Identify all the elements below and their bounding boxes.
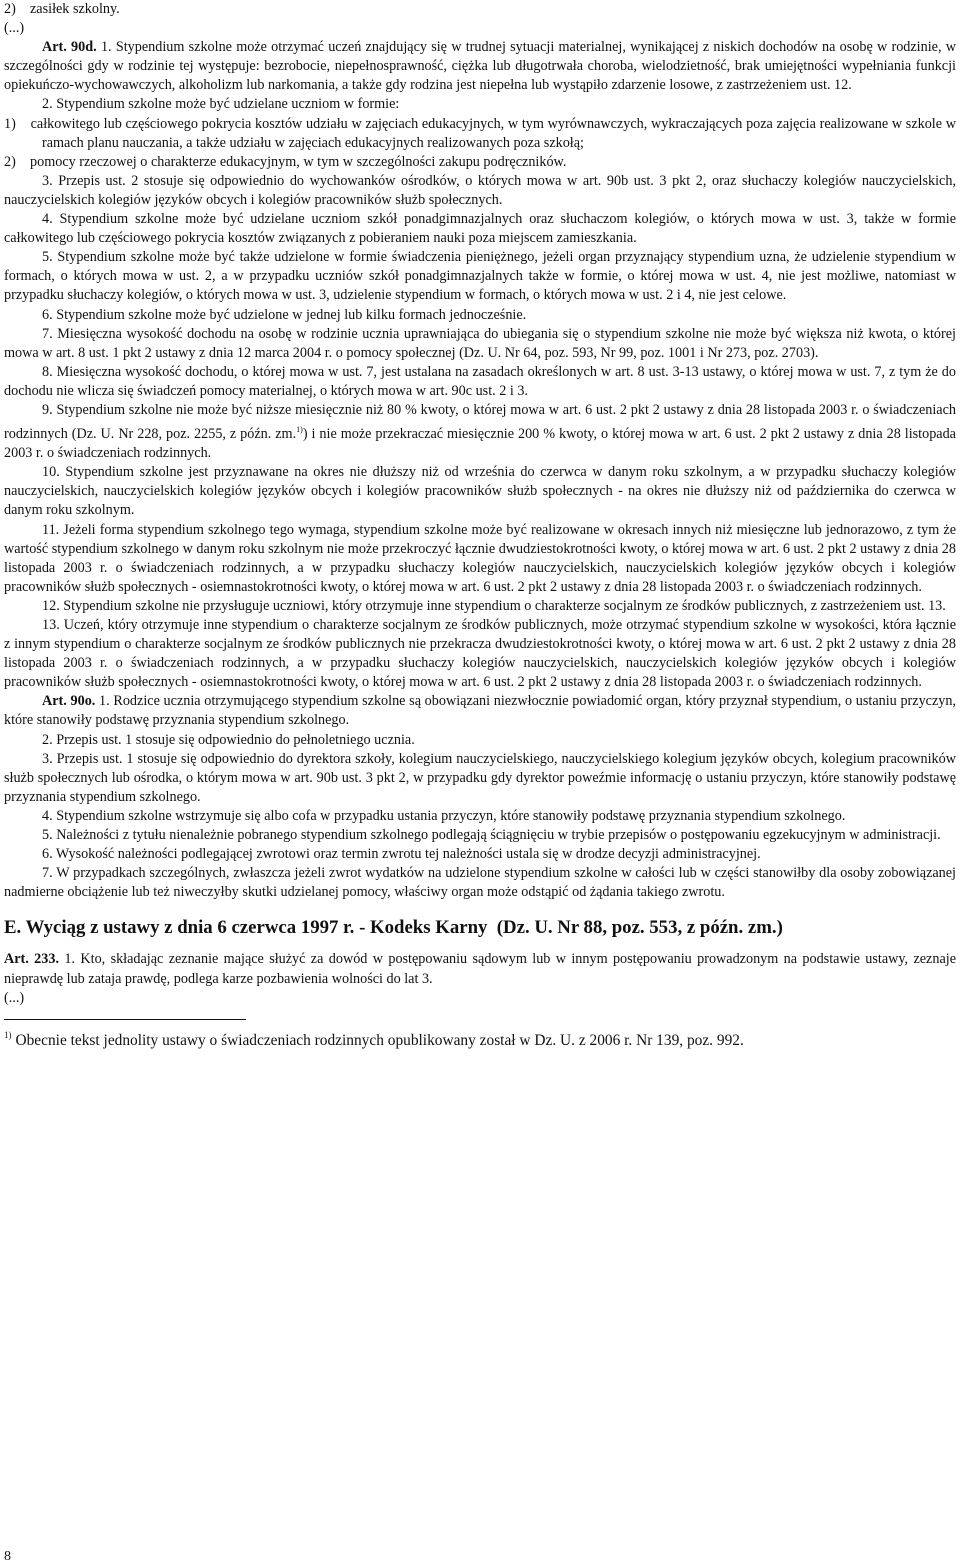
section-e-heading: E. Wyciąg z ustawy z dnia 6 czerwca 1997 r. - Kodeks Karny (Dz. U. Nr 88, poz. 553, z późn. zm.) bbox=[4, 917, 783, 939]
art-90o-ust-6: 6. Wysokość należności podlegającej zwrotowi oraz termin zwrotu tej należności ustala się w drodze decyzji administracyjnej. bbox=[42, 846, 761, 863]
art-90o-ust-3: 3. Przepis ust. 1 stosuje się odpowiednio do dyrektora szkoły, kolegium nauczycielskiego, nauczycielskiego kolegium języków obcych, kolegium pracowników służb społecznych lub ośrodka, o którym mowa w art. 90b ust. 3 pkt 2, w przypadku gdy dyrektor poweźmie informację o ustaniu przyczyn, które stanowiły podstawę przyznania stypendium szkolnego. bbox=[4, 750, 956, 805]
art-90d-ust-4: 4. Stypendium szkolne może być udzielane uczniom szkół ponadgimnazjalnych oraz słuchaczom kolegiów, o których mowa w ust. 3, także w formie całkowitego lub częściowego pokrycia kosztów związanych z pobieraniem nauki poza miejscem zamieszkania. bbox=[4, 211, 956, 247]
list-item-zasilek: 2) zasiłek szkolny. bbox=[4, 1, 120, 17]
paragraph-text: 9. Stypendium szkolne nie może być niższe miesięcznie niż 80 % kwoty, o której mowa w art. 6 ust. 2 pkt 2 ustawy z dnia 28 listopada 2003 r. o świadczeniach rodzinnych (Dz. U. Nr 228, poz. 2255, z późn. zm. bbox=[4, 401, 956, 443]
art-90d-ust-2: 2. Stypendium szkolne może być udzielane uczniom w formie: bbox=[42, 96, 400, 113]
art-90d-ust-12: 12. Stypendium szkolne nie przysługuje uczniowi, który otrzymuje inne stypendium o charakterze socjalnym ze środków publicznych, z zastrzeżeniem ust. 13. bbox=[42, 597, 946, 614]
art-233 bbox=[4, 950, 956, 988]
art-90d-ust-10: 10. Stypendium szkolne jest przyznawane na okres nie dłuższy niż od września do czerwca w danym roku szkolnym, a w przypadku słuchaczy kolegiów nauczycielskich, nauczycielskich kolegiów języków obcych i kolegiów pracowników służb społecznych - na okres nie dłuższy niż od października do czerwca w danym roku szkolnym. bbox=[4, 464, 956, 519]
page-number: 8 bbox=[4, 1549, 11, 1564]
ellipsis: (...) bbox=[4, 20, 25, 37]
art-90o-ust-7: 7. W przypadkach szczególnych, zwłaszcza jeżeli zwrot wydatków na udzielone stypendium szkolne w całości lub w części stanowiłby dla osoby zobowiązanej nadmierne obciążenie lub też niweczyłby skutki udzielanej pomocy, właściwy organ może odstąpić od żądania takiego zwrotu. bbox=[4, 865, 956, 901]
paragraph-text: ) i nie może przekraczać miesięcznie 200 % kwoty, o której mowa w art. 6 ust. 2 pkt 2 ustawy z dnia 28 listopada 2003 r. o świadczeniach rodzinnych. bbox=[4, 426, 956, 462]
art-90d-ust-1 bbox=[4, 38, 956, 95]
art-90d-ust-2-item-2: 2) pomocy rzeczowej o charakterze edukacyjnym, w tym w szczególności zakupu podręczników. bbox=[4, 153, 567, 170]
footnote-reference[interactable]: 1) bbox=[296, 425, 303, 435]
document-page bbox=[4, 0, 960, 1051]
art-90o-ust-5: 5. Należności z tytułu nienależnie pobranego stypendium szkolnego podlegają ściągnięciu w trybie przepisów o postępowaniu egzekucyjnym w administracji. bbox=[42, 827, 941, 844]
art-label: Art. 90d. bbox=[42, 39, 97, 56]
art-90d-ust-6: 6. Stypendium szkolne może być udzielone w jednej lub kilku formach jednocześnie. bbox=[42, 306, 527, 323]
paragraph-text: 1. Rodzice ucznia otrzymującego stypendium szkolne są obowiązani niezwłocznie powiadomić organ, który przyznał stypendium, o ustaniu przyczyn, które stanowiły podstawę przyznania stypendium szkolnego. bbox=[4, 693, 956, 729]
art-90o-ust-1 bbox=[4, 692, 956, 730]
art-label: Art. 233. bbox=[4, 951, 60, 968]
art-90d-ust-8: 8. Miesięczna wysokość dochodu, o której mowa w ust. 7, jest ustalana na zasadach określonych w art. 8 ust. 3-13 ustawy, o której mowa w ust. 7, z tym że do dochodu nie wlicza się świadczeń pomocy materialnej, o których mowa w art. 90c ust. 2 i 3. bbox=[4, 363, 956, 399]
art-90d-ust-9 bbox=[4, 401, 956, 463]
art-90d-ust-3: 3. Przepis ust. 2 stosuje się odpowiednio do wychowanków ośrodków, o których mowa w art. 90b ust. 3 pkt 2, oraz słuchaczy kolegiów nauczycielskich, nauczycielskich kolegiów języków obcych i kolegiów pracowników służb społecznych. bbox=[4, 172, 956, 208]
art-90d-ust-2-item-1: 1) całkowitego lub częściowego pokrycia kosztów udziału w zajęciach edukacyjnych, w tym wyrównawczych, wykraczających poza zajęcia realizowane w szkole w ramach planu nauczania, a także udziału w zajęciach edukacyjnych realizowanych poza szkołą; bbox=[4, 115, 960, 151]
footnote-separator bbox=[4, 1019, 246, 1020]
ellipsis: (...) bbox=[4, 989, 25, 1006]
art-label: Art. 90o. bbox=[42, 693, 96, 710]
paragraph-text: 1. Kto, składając zeznanie mające służyć za dowód w postępowaniu sądowym lub w innym postępowaniu prowadzonym na podstawie ustawy, zeznaje nieprawdę lub zataja prawdę, podlega karze pozbawienia wolności do lat 3. bbox=[4, 951, 956, 987]
art-90o-ust-2: 2. Przepis ust. 1 stosuje się odpowiednio do pełnoletniego ucznia. bbox=[42, 731, 415, 748]
art-90d-ust-13: 13. Uczeń, który otrzymuje inne stypendium o charakterze socjalnym ze środków publicznych, może otrzymać stypendium szkolne w wysokości, która łącznie z innym stypendium o charakterze socjalnym ze środków publicznych nie przekracza dwudziestokrotności kwoty, o której mowa w art. 6 ust. 2 pkt 2 ustawy z dnia 28 listopada 2003 r. o świadczeniach rodzinnych, a w przypadku słuchaczy kolegiów nauczycielskich, nauczycielskich kolegiów języków obcych i kolegiów pracowników służb społecznych - osiemnastokrotności kwoty, o której mowa w art. 6 ust. 2 pkt 2 ustawy z dnia 28 listopada 2003 r. o świadczeniach rodzinnych. bbox=[4, 617, 956, 691]
footnote bbox=[4, 1025, 956, 1051]
footnote-marker: 1) bbox=[4, 1029, 12, 1040]
paragraph-text: 1. Stypendium szkolne może otrzymać uczeń znajdujący się w trudnej sytuacji materialnej, wynikającej z niskich dochodów na osobę w rodzinie, w szczególności gdy w rodzinie tej występuje: bezrobocie, niepełnosprawność, ciężka lub długotrwała choroba, wielodzietność, brak umiejętności wypełniania funkcji opiekuńczo-wychowawczych, alkoholizm lub narkomania, a także gdy rodzina jest niepełna lub wystąpiło zdarzenie losowe, z zastrzeżeniem ust. 12. bbox=[4, 39, 956, 94]
art-90d-ust-7: 7. Miesięczna wysokość dochodu na osobę w rodzinie ucznia uprawniająca do ubiegania się o stypendium szkolne nie może być większa niż kwota, o której mowa w art. 8 ust. 1 pkt 2 ustawy z dnia 12 marca 2004 r. o pomocy społecznej (Dz. U. Nr 64, poz. 593, Nr 99, poz. 1001 i Nr 273, poz. 2703). bbox=[4, 325, 956, 361]
art-90d-ust-5: 5. Stypendium szkolne może być także udzielone w formie świadczenia pieniężnego, jeżeli organ przyznający stypendium uzna, że udzielenie stypendium w formach, o których mowa w ust. 2, a w przypadku uczniów szkół ponadgimnazjalnych także w formie, o której mowa w ust. 4, nie jest możliwe, natomiast w przypadku słuchaczy kolegiów, o których mowa w ust. 3, udzielenie stypendium w formach, o których mowa w ust. 2 i 4, nie jest celowe. bbox=[4, 249, 956, 304]
footnote-text: Obecnie tekst jednolity ustawy o świadczeniach rodzinnych opublikowany został w Dz. U. z 2006 r. Nr 139, poz. 992. bbox=[15, 1031, 744, 1049]
art-90d-ust-11: 11. Jeżeli forma stypendium szkolnego tego wymaga, stypendium szkolne może być realizowane w okresach innych niż miesięczne lub jednorazowo, z tym że wartość stypendium szkolnego w danym roku szkolnym nie może przekroczyć łącznie dwudziestokrotności kwoty, o której mowa w art. 6 ust. 2 pkt 2 ustawy z dnia 28 listopada 2003 r. o świadczeniach rodzinnych, a w przypadku słuchaczy kolegiów nauczycielskich, nauczycielskich kolegiów języków obcych i kolegiów pracowników służb społecznych - osiemnastokrotności kwoty, o której mowa w art. 6 ust. 2 pkt 2 ustawy z dnia 28 listopada 2003 r. o świadczeniach rodzinnych. bbox=[4, 521, 956, 595]
art-90o-ust-4: 4. Stypendium szkolne wstrzymuje się albo cofa w przypadku ustania przyczyn, które stanowiły podstawę przyznania stypendium szkolnego. bbox=[42, 807, 846, 824]
